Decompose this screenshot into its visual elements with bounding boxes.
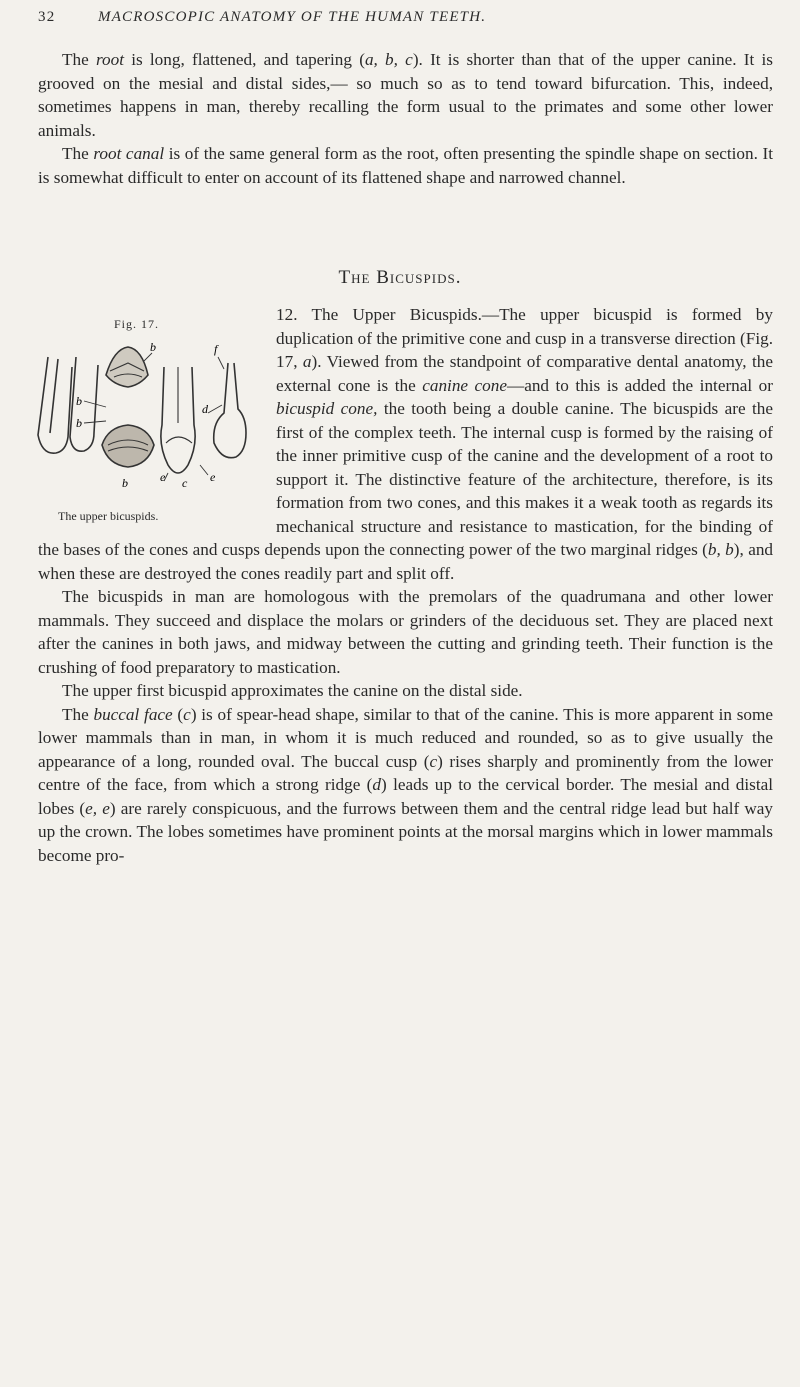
body-text xyxy=(38,303,773,867)
intro-text xyxy=(38,48,773,189)
section-title: The Bicuspids. xyxy=(338,267,462,288)
root-canal-paragraph: The root canal is of the same general form as the root, often presenting the spindle shape on section. It is somewhat difficult to enter on account of its flattened shape and narrowed channel. xyxy=(38,144,773,187)
figure-letter-e-left: e xyxy=(160,470,166,484)
figure-letter-b-lower: b xyxy=(76,416,82,430)
figure-17 xyxy=(32,305,262,525)
figure-letter-d: d xyxy=(202,402,208,416)
page-number: 32 xyxy=(38,9,56,25)
homology-paragraph: The bicuspids in man are homologous with the premolars of the quadrumana and other lower mammals. They succeed and displace the molars or grinders of the deciduous set. They are placed next after the canines in both jaws, and midway between the cutting and grinding teeth. Their function is the crushing of food preparatory to mastication. xyxy=(38,587,773,677)
figure-letter-b-bottom: b xyxy=(122,476,128,490)
root-paragraph: The root is long, flattened, and tapering (a, b, c). It is shorter than that of the upper canine. It is grooved on the mesial and distal sides,— so much so as to tend toward bifurcation. This, indeed, sometimes happens in man, thereby recalling the form usual to the primates and some other lower animals. xyxy=(38,50,773,140)
buccal-face-paragraph: The buccal face (c) is of spear-head shape, similar to that of the canine. This is more apparent in some lower mammals than in man, in whom it is much reduced and rounded, so as to give usually the appearance of a long, rounded oval. The buccal cusp (c) rises sharply and prominently from the lower centre of the face, from which a strong ridge (d) leads up to the cervical border. The mesial and distal lobes (e, e) are rarely conspicuous, and the furrows between them and the central ridge lead but half way up the crown. The lobes sometimes have prominent points at the morsal margins which in lower mammals become pro- xyxy=(38,704,774,865)
figure-letter-c: c xyxy=(182,476,188,490)
paragraph-heading: 12. The Upper Bicuspids. xyxy=(276,305,482,324)
bicuspid-illustration xyxy=(32,305,262,525)
first-bicuspid-paragraph: The upper first bicuspid approximates the canine on the distal side. xyxy=(62,681,523,700)
running-title: MACROSCOPIC ANATOMY OF THE HUMAN TEETH. xyxy=(98,9,487,25)
figure-letter-b-top: b xyxy=(150,340,156,354)
figure-letter-b-left: b xyxy=(76,394,82,408)
figure-letter-e-right: e xyxy=(210,470,216,484)
upper-bicuspids-paragraph: b b b b c e e f d Fig. 17. The upper bicuspids. 12. The Upper Bicuspids.—The upper bicuspid is formed by duplication of the primitive cone and cusp in a transverse direction (Fig. 17, a). Viewed from the standpoint of comparative dental anatomy, the external cone is the canine cone—and to this is added the internal or bicuspid cone, the tooth being a double canine. The bicuspids are the first of the complex teeth. The internal cusp is formed by the raising of the inner primitive cusp of the canine and the development of a root to support it. The distinctive feature of the architecture, therefore, is its formation from two cones, and this makes it a weak tooth as regards its mechanical structure and resistance to mastication, for the binding of the bases of the cones and cusps depends upon the connecting power of the two marginal ridges (b, b), and when these are destroyed the cones readily part and split off. xyxy=(38,303,773,585)
figure-label: Fig. 17. xyxy=(114,317,160,331)
figure-caption: The upper bicuspids. xyxy=(58,509,159,523)
figure-letter-f: f xyxy=(214,342,218,356)
page-header xyxy=(38,6,773,30)
